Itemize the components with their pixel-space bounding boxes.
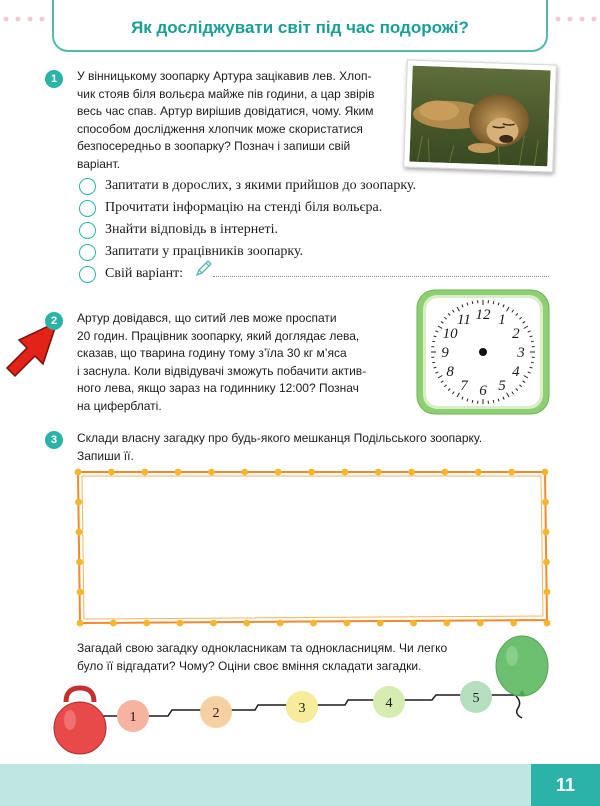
clock-number: 10 bbox=[442, 326, 458, 342]
step-label-1: 1 bbox=[129, 710, 137, 725]
option-checkbox[interactable] bbox=[79, 244, 96, 261]
frame-dot bbox=[341, 469, 348, 476]
clock-tick bbox=[472, 301, 473, 304]
task-1-number: 1 bbox=[45, 70, 63, 88]
self-assessment-scale bbox=[0, 630, 600, 770]
frame-dot bbox=[241, 469, 248, 476]
frame-dot bbox=[543, 529, 550, 536]
frame-dot bbox=[542, 469, 549, 476]
frame-dot bbox=[210, 620, 217, 627]
frame-dot bbox=[308, 469, 315, 476]
clock-number: 11 bbox=[457, 312, 471, 329]
frame-dot bbox=[477, 620, 484, 627]
frame-dot bbox=[275, 469, 282, 476]
step-label-3: 3 bbox=[298, 701, 306, 716]
frame-dot bbox=[410, 620, 417, 627]
clock-center bbox=[479, 348, 487, 356]
step-label-5: 5 bbox=[472, 691, 480, 706]
lion-photo bbox=[403, 59, 557, 172]
option-internet[interactable]: Знайти відповідь в інтернеті. bbox=[79, 221, 278, 239]
task-2-number: 2 bbox=[45, 312, 63, 330]
clock-tick bbox=[531, 362, 534, 363]
clock-tick bbox=[472, 400, 473, 403]
frame-dot bbox=[508, 469, 515, 476]
frame-dot bbox=[544, 589, 551, 596]
pencil-icon bbox=[194, 258, 214, 278]
footer-band bbox=[0, 764, 600, 806]
frame-dot bbox=[77, 620, 84, 627]
frame-dot bbox=[442, 469, 449, 476]
frame-dot bbox=[544, 620, 551, 627]
option-ask-adults[interactable]: Запитати в дорослих, з якими прийшов до зоопарку. bbox=[79, 177, 416, 195]
frame-dot bbox=[277, 620, 284, 627]
clock-number: 4 bbox=[512, 364, 520, 380]
clock-number: 9 bbox=[441, 345, 449, 361]
frame-dot bbox=[177, 620, 184, 627]
clock-number: 3 bbox=[517, 345, 525, 361]
option-checkbox[interactable] bbox=[79, 200, 96, 217]
frame-dot bbox=[108, 469, 115, 476]
step-label-2: 2 bbox=[212, 706, 220, 721]
page-title: Як досліджувати світ під час подорожі? bbox=[131, 18, 469, 37]
frame-dot bbox=[343, 620, 350, 627]
frame-dot bbox=[75, 499, 82, 506]
clock-number: 12 bbox=[475, 307, 491, 323]
kettlebell-icon bbox=[54, 688, 106, 754]
clock-tick bbox=[432, 362, 435, 363]
clock-face[interactable] bbox=[416, 289, 550, 415]
option-read-stand[interactable]: Прочитати інформацію на стенді біля вольєра. bbox=[79, 199, 382, 217]
frame-dot bbox=[243, 620, 250, 627]
option-own-variant[interactable]: Свій варіант: bbox=[79, 265, 183, 283]
frame-dot bbox=[110, 620, 117, 627]
frame-dot bbox=[375, 469, 382, 476]
task-3-number: 3 bbox=[45, 431, 63, 449]
clock-tick bbox=[493, 301, 494, 304]
frame-dot bbox=[408, 469, 415, 476]
frame-dot bbox=[143, 620, 150, 627]
page-number: 11 bbox=[531, 764, 600, 806]
clock-tick bbox=[531, 341, 534, 342]
frame-dot bbox=[75, 469, 82, 476]
task-3-text: Склади власну загадку про будь-якого мешканця Подільського зоопарку. Запиши її. bbox=[77, 431, 483, 463]
balloon-icon bbox=[496, 636, 548, 696]
frame-dot bbox=[208, 469, 215, 476]
frame-dot bbox=[76, 559, 83, 566]
clock-number: 1 bbox=[498, 312, 506, 329]
frame-dot bbox=[77, 589, 84, 596]
frame-dot bbox=[175, 469, 182, 476]
answer-line[interactable] bbox=[213, 276, 549, 277]
option-checkbox[interactable] bbox=[79, 266, 96, 283]
riddle-writing-area[interactable] bbox=[70, 460, 556, 635]
clock-tick bbox=[493, 400, 494, 403]
frame-dot bbox=[141, 469, 148, 476]
frame-dot bbox=[475, 469, 482, 476]
option-ask-staff[interactable]: Запитати у працівників зоопарку. bbox=[79, 243, 303, 261]
frame-dot bbox=[510, 620, 517, 627]
option-checkbox[interactable] bbox=[79, 178, 96, 195]
balloon-string bbox=[516, 696, 522, 718]
reflection-text: Загадай свою загадку однокласникам та однокласницям. Чи легко було її відгадати? Чому? Оціни своє вміння складати загадки. bbox=[77, 641, 448, 673]
frame-dot bbox=[377, 620, 384, 627]
task-1-text: У вінницькому зоопарку Артура зацікавив лев. Хлоп- чик стояв біля вольєра майже пів години, а цар звірів весь час спав. Артур вирішив довідатися, чому. Яким способом дослідження хлопчик може скористатися безпосередньо в зоопарку? Познач і запиши свій варіант. bbox=[77, 69, 375, 171]
clock-number: 8 bbox=[446, 364, 454, 380]
clock-number: 2 bbox=[512, 326, 520, 342]
frame-dot bbox=[310, 620, 317, 627]
frame-dot bbox=[542, 499, 549, 506]
clock-number: 6 bbox=[479, 383, 487, 399]
clock-number: 5 bbox=[498, 377, 506, 394]
frame-dot bbox=[543, 559, 550, 566]
clock-number: 7 bbox=[460, 377, 468, 394]
frame-dot bbox=[444, 620, 451, 627]
task-2-text: Артур довідався, що ситий лев може проспати 20 годин. Працівник зоопарку, який доглядає лева, сказав, що тварина годину тому з’їла 30 кг м’яса і заснула. Коли відвідувачі зможуть побачити актив- ного лева, якщо зараз на годиннику 12:00? Познач на циферблаті. bbox=[77, 311, 367, 413]
frame-dot bbox=[76, 529, 83, 536]
clock-tick bbox=[432, 341, 435, 342]
step-label-4: 4 bbox=[385, 696, 393, 711]
option-checkbox[interactable] bbox=[79, 222, 96, 239]
